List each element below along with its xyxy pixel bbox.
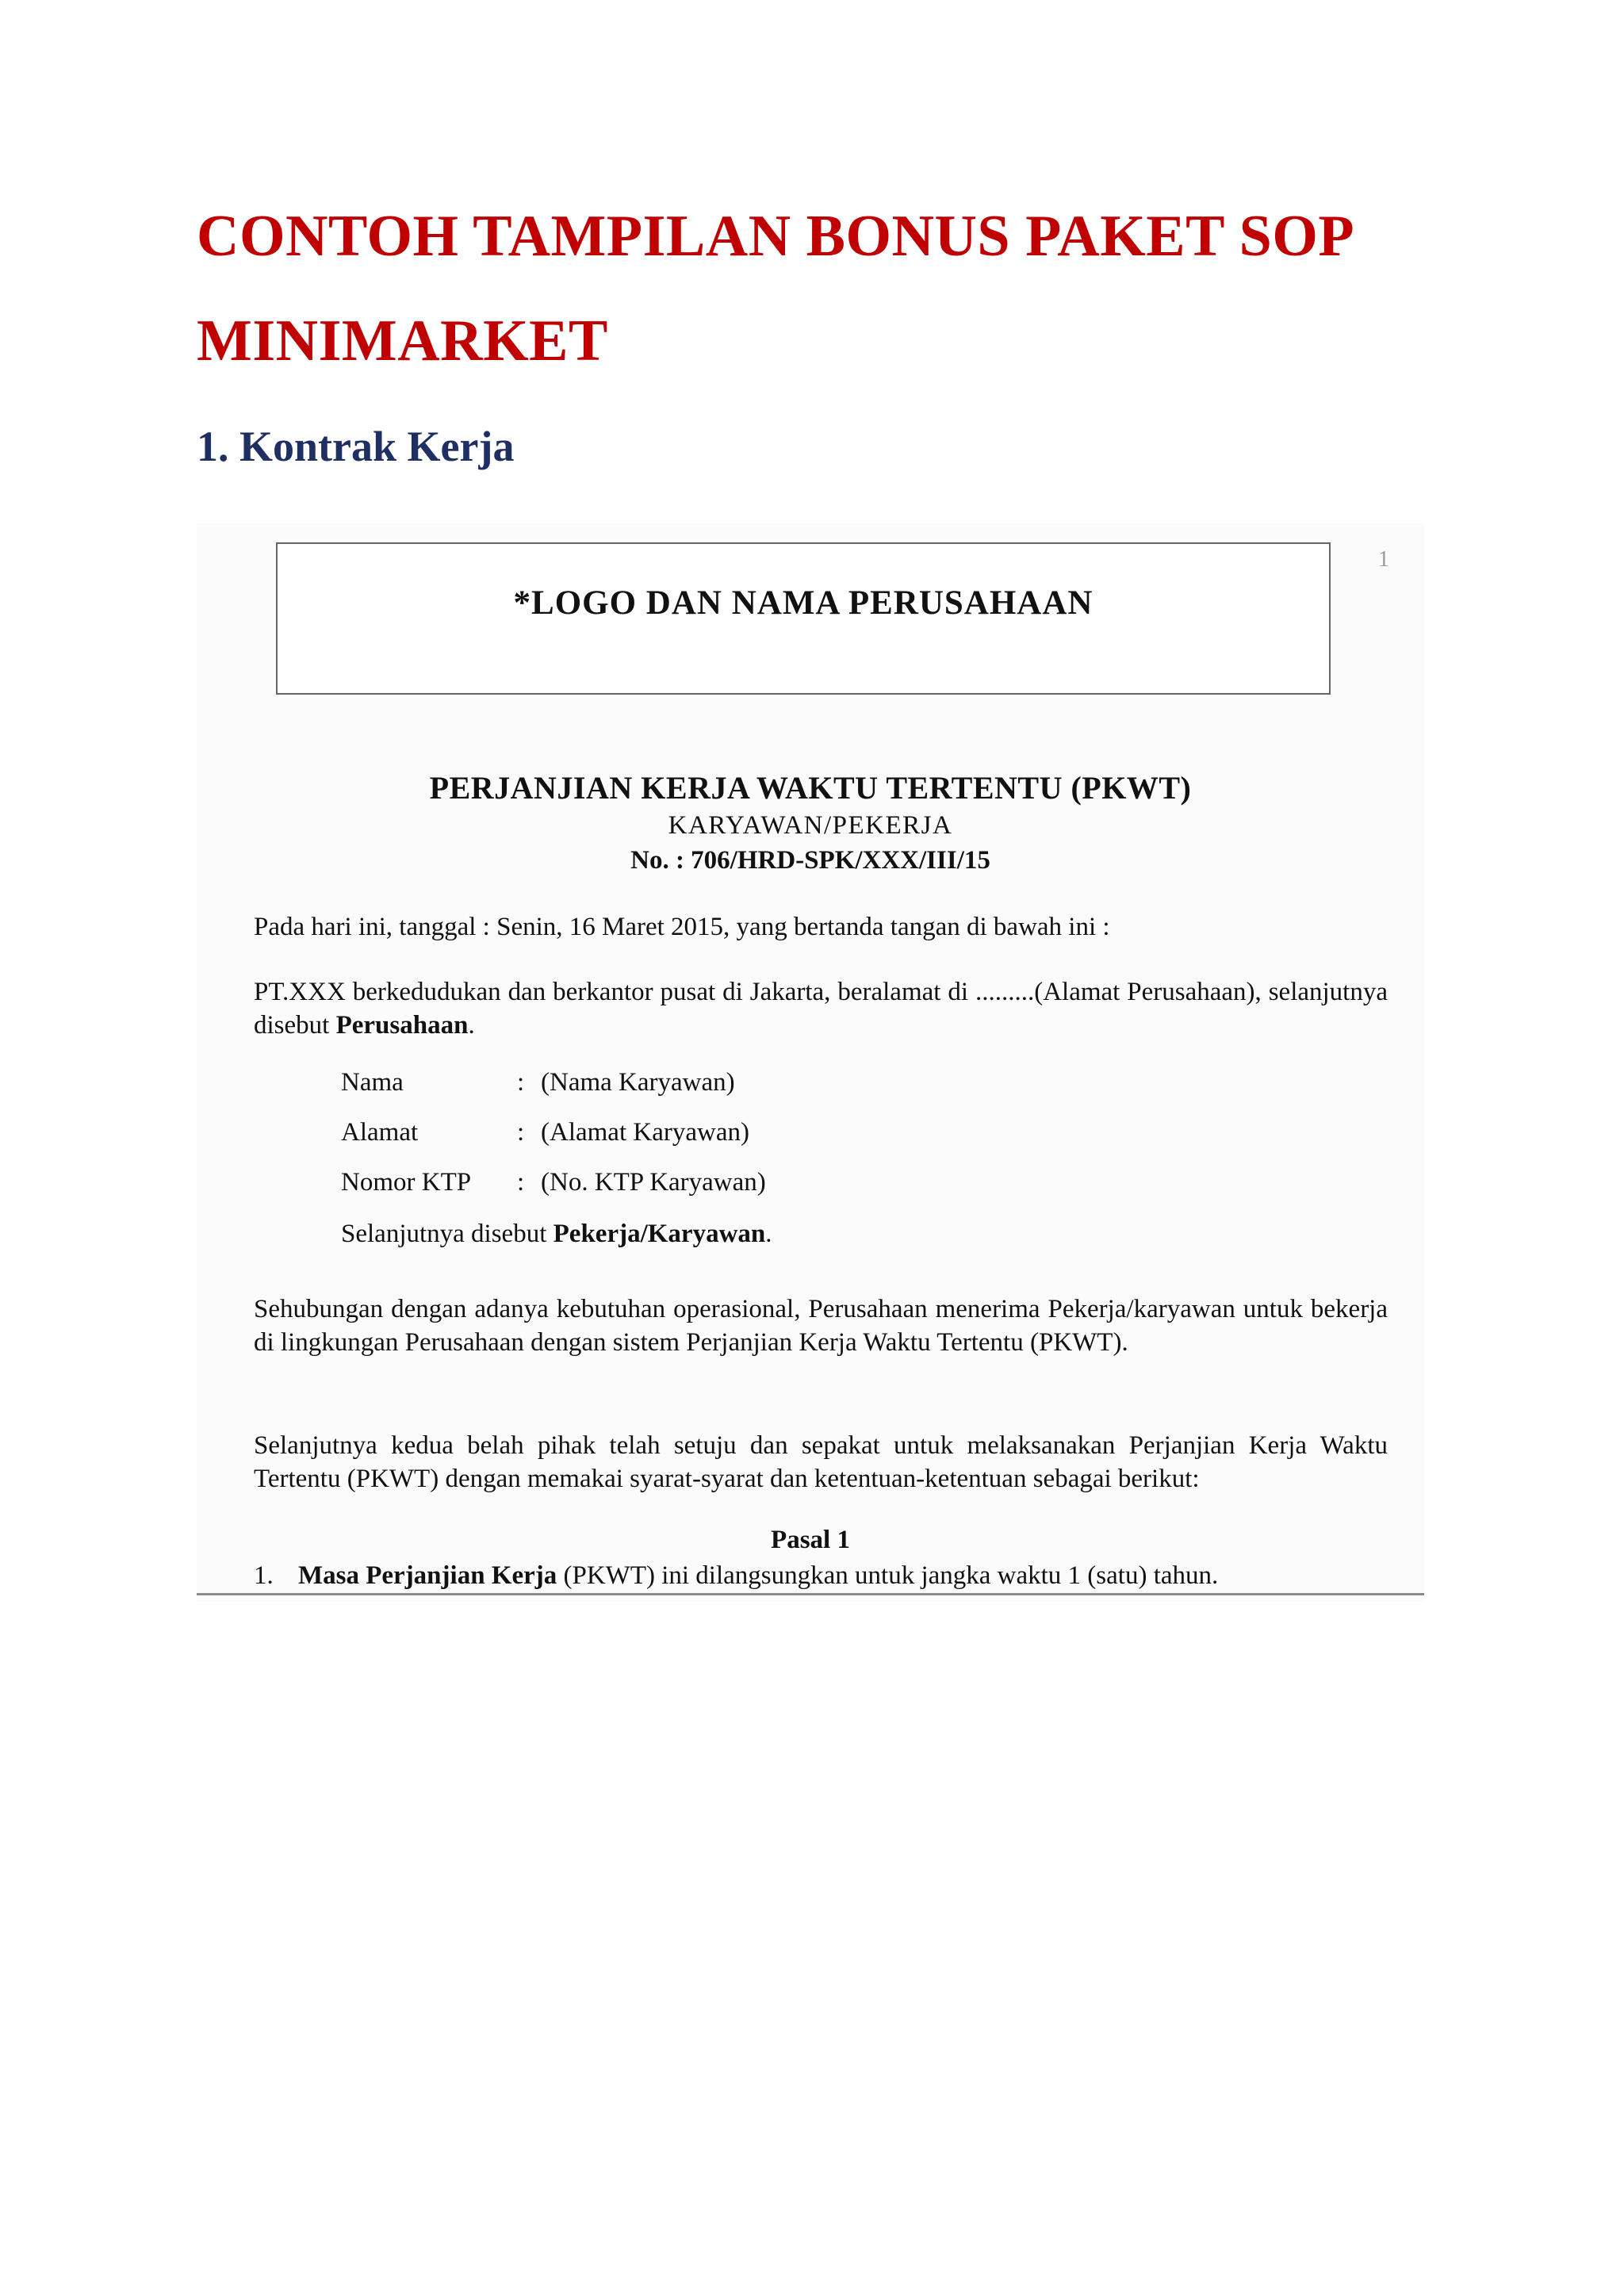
crop-divider [197,1593,1424,1595]
field-separator: : [517,1168,525,1197]
field-row-ktp [341,1166,772,1216]
fields-closing [341,1217,772,1250]
article-item-emphasis: Masa Perjanjian Kerja [298,1561,557,1590]
field-separator: : [517,1118,525,1147]
need-paragraph: Sehubungan dengan adanya kebutuhan operasional, Perusahaan menerima Pekerja/karyawan untuk bekerja di lingkungan Perusahaan dengan sistem Perjanjian Kerja Waktu Tertentu (PKWT). [254,1295,1388,1357]
fields-closing-end: . [765,1220,772,1248]
article-item-text: (PKWT) ini dilangsungkan untuk jangka waktu 1 (satu) tahun. [557,1561,1219,1590]
page-title: CONTOH TAMPILAN BONUS PAKET SOP MINIMARKET [197,204,1352,373]
field-value: (Nama Karyawan) [541,1068,735,1097]
agreement-paragraph: Selanjutnya kedua belah pihak telah setuju dan sepakat untuk melaksanakan Perjanjian Kerja Waktu Tertentu (PKWT) dengan memakai syarat-syarat dan ketentuan-ketentuan sebagai berikut: [254,1431,1388,1493]
article-heading: Pasal 1 [771,1526,850,1554]
company-paragraph [254,975,1388,1042]
field-row-address [341,1116,772,1166]
field-label: Nama [341,1068,404,1097]
contract-document-image [197,523,1424,1602]
logo-placeholder-text: *LOGO DAN NAMA PERUSAHAAN [513,584,1094,622]
field-separator: : [517,1068,525,1097]
contract-title: PERJANJIAN KERJA WAKTU TERTENTU (PKWT) [429,770,1192,806]
field-value: (No. KTP Karyawan) [541,1168,766,1197]
article-item [254,1559,1388,1592]
field-value: (Alamat Karyawan) [541,1118,749,1147]
contract-number: No. : 706/HRD-SPK/XXX/III/15 [630,846,990,875]
fields-closing-text: Selanjutnya disebut [341,1220,553,1248]
company-label: Perusahaan [335,1011,469,1040]
company-paragraph-text: PT.XXX berkedudukan dan berkantor pusat di Jakarta, beralamat di .........(Alamat Perusahaan), selanjutnya disebut [254,978,1388,1040]
field-label: Nomor KTP [341,1168,472,1197]
article-item-number: 1. [254,1561,274,1590]
logo-placeholder-box [276,542,1331,695]
company-paragraph-end: . [468,1011,475,1040]
contract-subtitle: KARYAWAN/PEKERJA [668,811,953,840]
employee-fields [341,1066,772,1250]
employee-label: Pekerja/Karyawan [553,1220,766,1248]
page-number: 1 [1378,547,1389,572]
section-heading: 1. Kontrak Kerja [197,423,515,470]
opening-paragraph: Pada hari ini, tanggal : Senin, 16 Maret 2015, yang bertanda tangan di bawah ini : [254,913,1110,941]
field-label: Alamat [341,1118,419,1147]
field-row-name [341,1066,772,1116]
